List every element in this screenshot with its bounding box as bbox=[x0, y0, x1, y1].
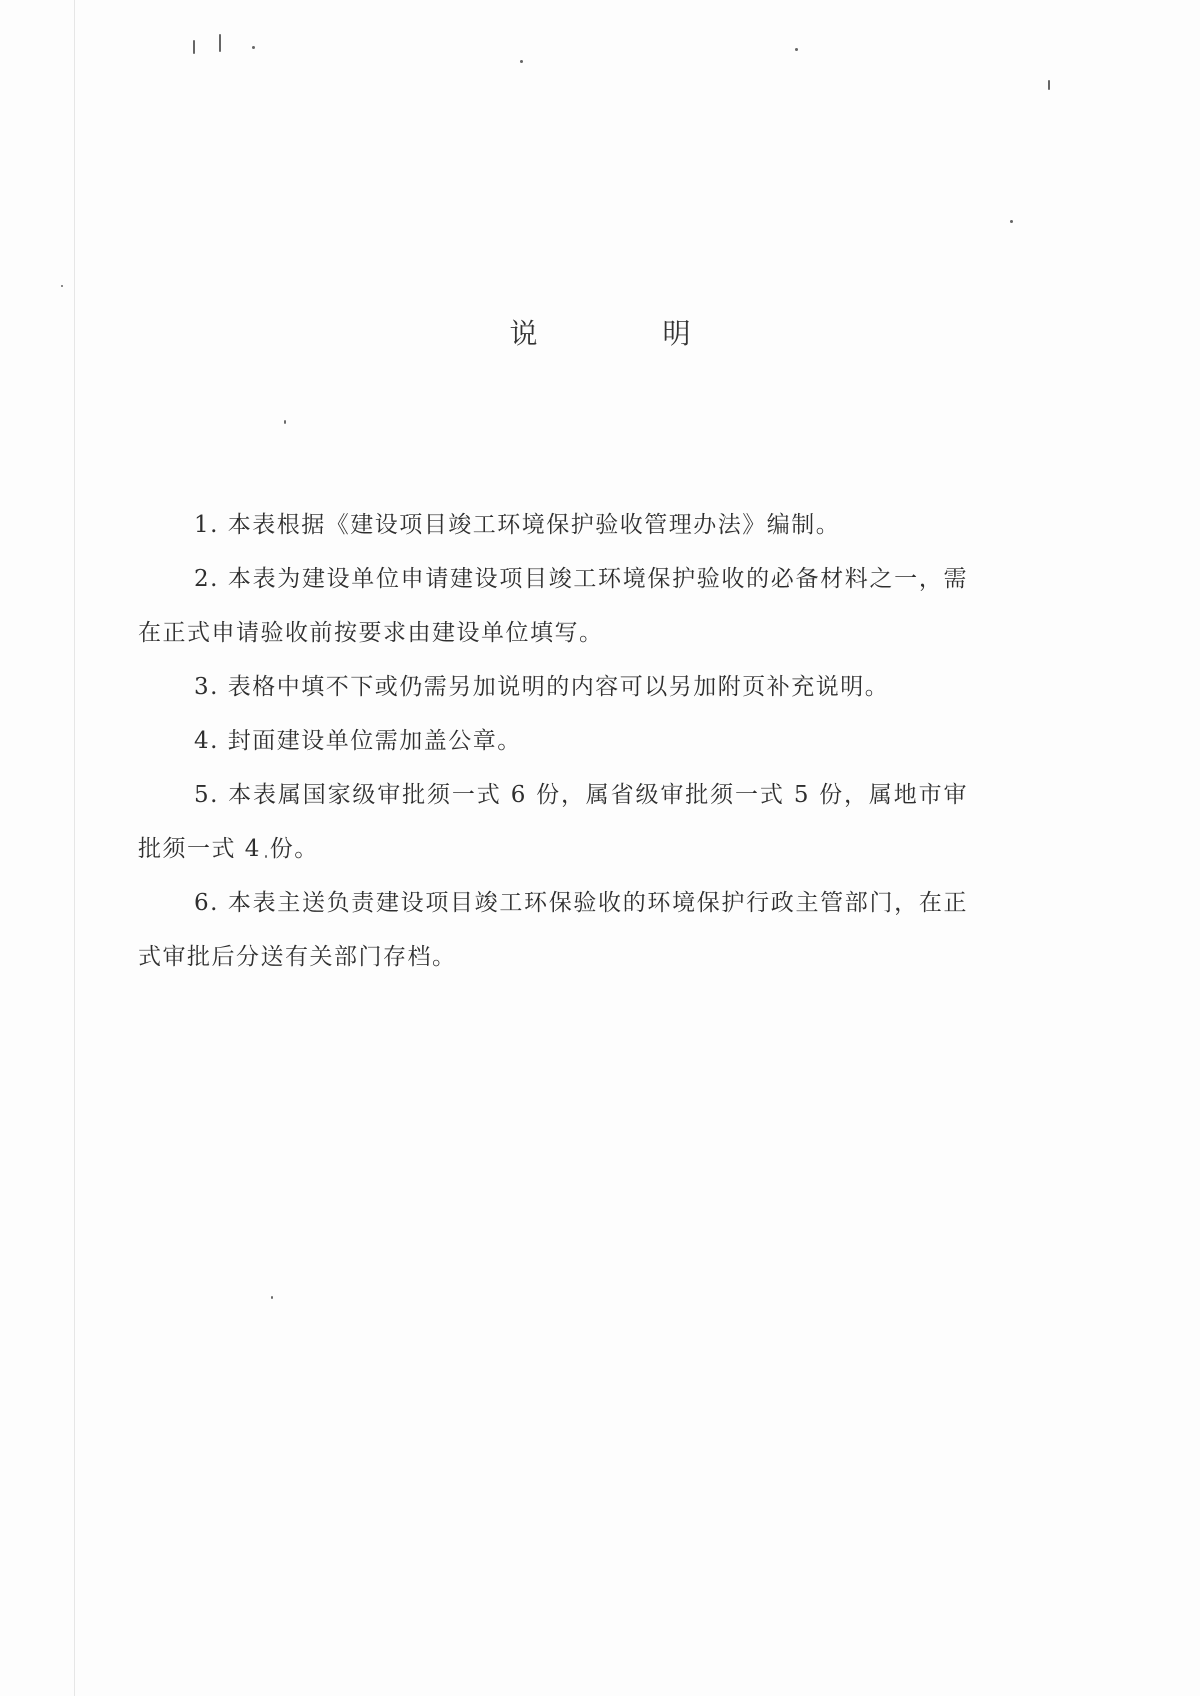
note-item-6: 6. 本表主送负责建设项目竣工环保验收的环境保护行政主管部门，在正式审批后分送有关部门存档。 bbox=[138, 890, 968, 970]
scan-edge bbox=[74, 0, 75, 1696]
scan-speck bbox=[795, 48, 798, 51]
scan-speck bbox=[1048, 80, 1050, 90]
note-item-1: 1. 本表根据《建设项目竣工环境保护验收管理办法》编制。 bbox=[194, 512, 841, 538]
note-item-3: 3. 表格中填不下或仍需另加说明的内容可以另加附页补充说明。 bbox=[194, 674, 890, 700]
page-title: 说 明 bbox=[509, 317, 749, 350]
note-item-4: 4. 封面建设单位需加盖公章。 bbox=[194, 728, 522, 754]
notes-list bbox=[138, 498, 968, 984]
scan-speck bbox=[219, 34, 221, 52]
note-item-5: 5. 本表属国家级审批须一式 6 份，属省级审批须一式 5 份，属地市审批须一式 4 份。 bbox=[138, 782, 968, 862]
scan-speck bbox=[1010, 220, 1013, 223]
scan-speck bbox=[271, 1296, 273, 1299]
note-item-2: 2. 本表为建设单位申请建设项目竣工环境保护验收的必备材料之一，需在正式申请验收前按要求由建设单位填写。 bbox=[138, 566, 968, 646]
scan-speck bbox=[284, 420, 286, 424]
scan-speck bbox=[61, 285, 63, 287]
scan-speck bbox=[252, 46, 255, 49]
scan-speck bbox=[193, 40, 195, 54]
scan-speck bbox=[520, 60, 523, 63]
